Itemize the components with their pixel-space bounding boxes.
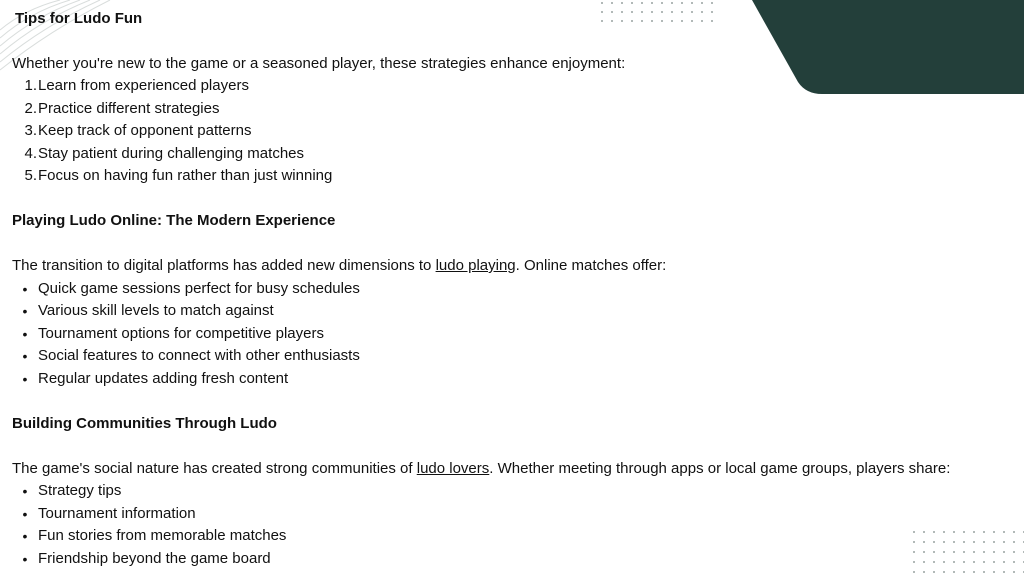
decorative-dot — [701, 11, 703, 13]
decorative-dot — [973, 571, 975, 573]
online-item-text: Social features to connect with other enthusiasts — [38, 347, 360, 364]
decorative-dot — [621, 11, 623, 13]
tip-text: Learn from experienced players — [38, 77, 249, 94]
bullet-marker: • — [22, 348, 28, 364]
decorative-dot — [913, 571, 915, 573]
decorative-dot — [923, 551, 925, 553]
online-list-item — [12, 278, 360, 301]
community-text-after: . Whether meeting through apps or local game groups, players share: — [489, 460, 951, 477]
decorative-dot — [953, 551, 955, 553]
dot-grid-decoration-bottom — [908, 528, 1024, 576]
decorative-dot — [601, 11, 603, 13]
decorative-dot — [913, 531, 915, 533]
decorative-dot — [953, 571, 955, 573]
tip-text: Practice different strategies — [38, 100, 220, 117]
community-list-item — [12, 548, 271, 571]
decorative-dot — [923, 541, 925, 543]
decorative-dot — [973, 531, 975, 533]
community-item-text: Friendship beyond the game board — [38, 550, 271, 567]
decorative-dot — [691, 2, 693, 4]
decorative-dot — [631, 11, 633, 13]
decorative-dot — [611, 2, 613, 4]
decorative-dot — [621, 20, 623, 22]
decorative-dot — [631, 2, 633, 4]
online-list-item — [12, 368, 288, 391]
decorative-dot — [701, 20, 703, 22]
decorative-dot — [943, 551, 945, 553]
decorative-dot — [611, 11, 613, 13]
decorative-dot — [923, 561, 925, 563]
community-list-item — [12, 525, 286, 548]
list-number: 4. — [24, 145, 37, 162]
decorative-dot — [983, 571, 985, 573]
bullet-marker: • — [22, 371, 28, 387]
tip-text: Keep track of opponent patterns — [38, 122, 252, 139]
decorative-dot — [601, 2, 603, 4]
tip-item — [12, 75, 249, 98]
bullet-marker: • — [22, 551, 28, 567]
dot-grid-decoration-top — [598, 0, 718, 24]
decorative-dot — [993, 561, 995, 563]
decorative-dot — [983, 541, 985, 543]
tip-text: Stay patient during challenging matches — [38, 145, 305, 162]
decorative-dot — [1003, 531, 1005, 533]
decorative-dot — [983, 561, 985, 563]
tip-item — [12, 143, 304, 166]
decorative-dot — [953, 541, 955, 543]
decorative-dot — [671, 11, 673, 13]
decorative-dot — [661, 11, 663, 13]
decorative-dot — [691, 20, 693, 22]
decorative-dot — [963, 551, 965, 553]
community-list-item — [12, 480, 121, 503]
list-number: 1. — [24, 77, 37, 94]
decorative-dot — [1003, 541, 1005, 543]
decorative-dot — [621, 2, 623, 4]
tip-item — [12, 165, 332, 188]
decorative-dot — [691, 11, 693, 13]
community-item-text: Fun stories from memorable matches — [38, 527, 287, 544]
decorative-dot — [993, 541, 995, 543]
online-paragraph — [12, 255, 666, 278]
decorative-dot — [933, 551, 935, 553]
decorative-dot — [963, 571, 965, 573]
community-text-before: The game's social nature has created strong communities of — [12, 460, 417, 477]
decorative-dot — [973, 561, 975, 563]
community-paragraph — [12, 458, 950, 481]
decorative-dot — [681, 11, 683, 13]
decorative-dot — [973, 551, 975, 553]
decorative-dot — [1013, 561, 1015, 563]
ludo-lovers-link[interactable]: ludo lovers — [416, 460, 490, 477]
decorative-dot — [1013, 571, 1015, 573]
decorative-dot — [973, 541, 975, 543]
decorative-dot — [1003, 551, 1005, 553]
online-list-item — [12, 345, 360, 368]
decorative-dot — [933, 571, 935, 573]
decorative-dot — [1013, 551, 1015, 553]
bullet-marker: • — [22, 506, 28, 522]
online-item-text: Quick game sessions perfect for busy schedules — [38, 280, 360, 297]
decorative-dot — [601, 20, 603, 22]
list-number: 5. — [24, 167, 37, 184]
decorative-dot — [1013, 541, 1015, 543]
dark-corner-shape — [740, 0, 1024, 96]
online-text-after: . Online matches offer: — [515, 257, 667, 274]
decorative-dot — [913, 551, 915, 553]
decorative-dot — [983, 531, 985, 533]
bullet-marker: • — [22, 281, 28, 297]
decorative-dot — [651, 20, 653, 22]
intro-paragraph: Whether you're new to the game or a seasoned player, these strategies enhance enjoyment: — [12, 55, 626, 72]
decorative-dot — [681, 2, 683, 4]
list-number: 2. — [24, 100, 37, 117]
bullet-marker: • — [22, 483, 28, 499]
decorative-dot — [1003, 571, 1005, 573]
decorative-dot — [913, 541, 915, 543]
decorative-dot — [913, 561, 915, 563]
decorative-dot — [993, 551, 995, 553]
section-heading-online: Playing Ludo Online: The Modern Experience — [12, 212, 336, 229]
decorative-dot — [641, 20, 643, 22]
decorative-dot — [943, 561, 945, 563]
decorative-dot — [711, 11, 713, 13]
decorative-dot — [681, 20, 683, 22]
bullet-marker: • — [22, 528, 28, 544]
community-item-text: Tournament information — [38, 505, 196, 522]
decorative-dot — [631, 20, 633, 22]
decorative-dot — [711, 20, 713, 22]
decorative-dot — [993, 571, 995, 573]
decorative-dot — [963, 541, 965, 543]
decorative-dot — [963, 561, 965, 563]
decorative-dot — [953, 531, 955, 533]
tip-item — [12, 120, 251, 143]
online-list-item — [12, 300, 274, 323]
decorative-dot — [671, 20, 673, 22]
list-number: 3. — [24, 122, 37, 139]
bullet-marker: • — [22, 303, 28, 319]
community-item-text: Strategy tips — [38, 482, 122, 499]
online-item-text: Regular updates adding fresh content — [38, 370, 289, 387]
online-item-text: Various skill levels to match against — [38, 302, 274, 319]
decorative-dot — [923, 531, 925, 533]
decorative-dot — [641, 2, 643, 4]
decorative-dot — [993, 531, 995, 533]
bullet-marker: • — [22, 326, 28, 342]
page-title: Tips for Ludo Fun — [15, 10, 143, 27]
decorative-dot — [641, 11, 643, 13]
decorative-dot — [711, 2, 713, 4]
tip-text: Focus on having fun rather than just winning — [38, 167, 333, 184]
decorative-dot — [983, 551, 985, 553]
community-list-item — [12, 503, 196, 526]
decorative-dot — [661, 20, 663, 22]
decorative-dot — [943, 541, 945, 543]
decorative-dot — [933, 561, 935, 563]
decorative-dot — [671, 2, 673, 4]
decorative-dot — [933, 541, 935, 543]
decorative-dot — [611, 20, 613, 22]
decorative-dot — [943, 531, 945, 533]
online-text-before: The transition to digital platforms has added new dimensions to — [12, 257, 436, 274]
online-list-item — [12, 323, 324, 346]
tip-item — [12, 98, 219, 121]
online-item-text: Tournament options for competitive players — [38, 325, 324, 342]
section-heading-community: Building Communities Through Ludo — [12, 415, 277, 432]
ludo-playing-link[interactable]: ludo playing — [435, 257, 516, 274]
decorative-dot — [1003, 561, 1005, 563]
decorative-dot — [933, 531, 935, 533]
decorative-dot — [1013, 531, 1015, 533]
decorative-dot — [963, 531, 965, 533]
decorative-dot — [651, 2, 653, 4]
decorative-dot — [661, 2, 663, 4]
decorative-dot — [943, 571, 945, 573]
decorative-dot — [923, 571, 925, 573]
decorative-dot — [701, 2, 703, 4]
decorative-dot — [651, 11, 653, 13]
decorative-dot — [953, 561, 955, 563]
